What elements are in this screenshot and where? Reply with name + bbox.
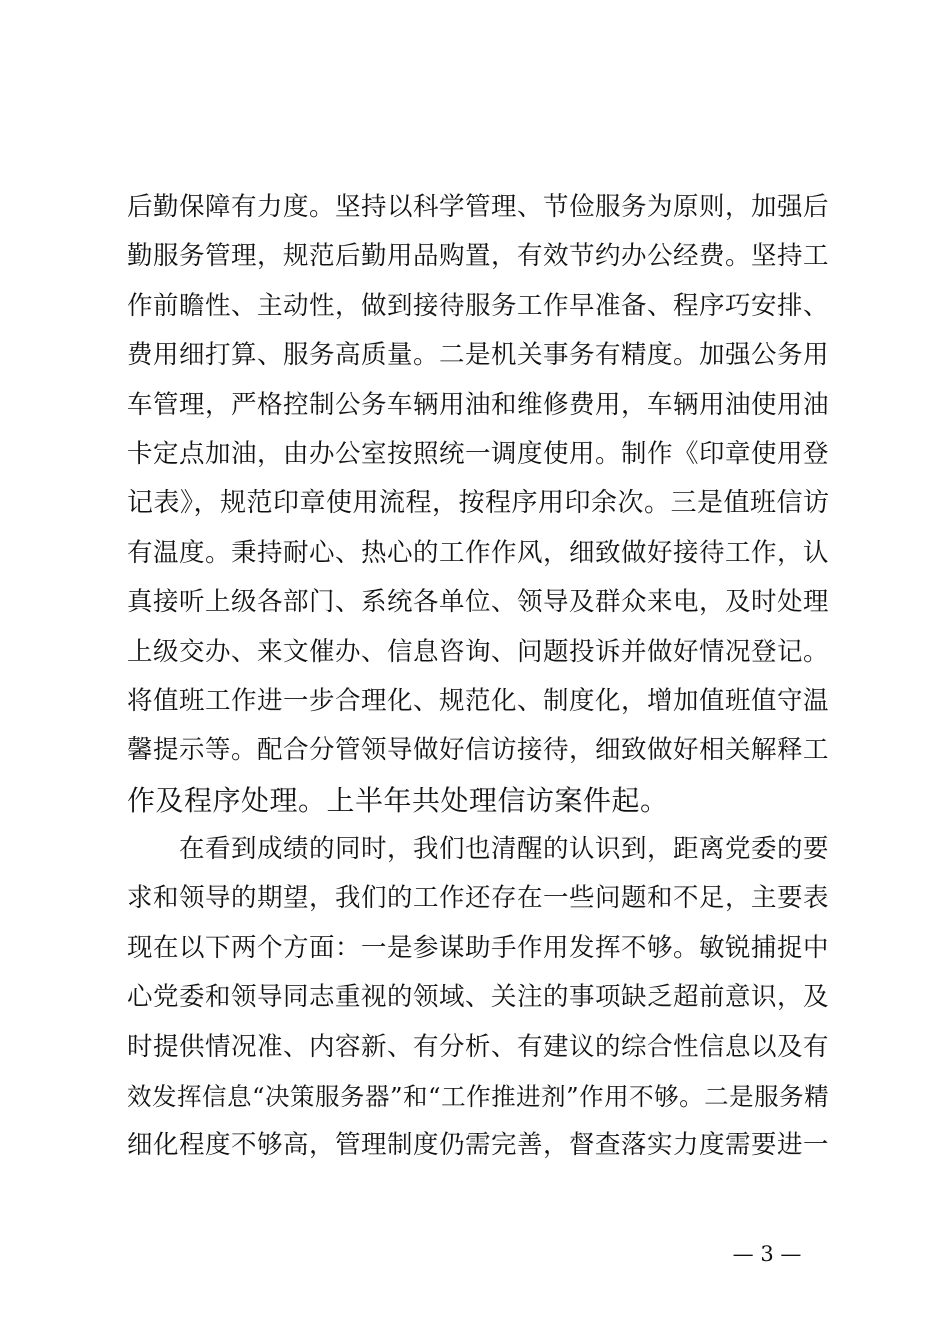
text-line: 效发挥信息“决策服务器”和“工作推进剂”作用不够。二是服务精 — [127, 1082, 830, 1112]
text-line: 馨提示等。配合分管领导做好信访接待，细致做好相关解释工 — [127, 735, 830, 766]
text-line-indented: 在看到成绩的同时，我们也清醒的认识到，距离党委的要 — [179, 834, 830, 865]
text-line: 细化程度不够高，管理制度仍需完善，督查落实力度需要进一 — [127, 1130, 830, 1161]
text-line: 车管理，严格控制公务车辆用油和维修费用，车辆用油使用油 — [127, 389, 830, 420]
text-line: 将值班工作进一步合理化、规范化、制度化，增加值班值守温 — [127, 685, 830, 716]
text-line: 勤服务管理，规范后勤用品购置，有效节约办公经费。坚持工 — [127, 241, 830, 272]
text-line: 卡定点加油，由办公室按照统一调度使用。制作《印章使用登 — [127, 438, 830, 469]
text-line: 真接听上级各部门、系统各单位、领导及群众来电，及时处理 — [127, 587, 830, 618]
text-line: 现在以下两个方面：一是参谋助手作用发挥不够。敏锐捕捉中 — [127, 932, 830, 963]
text-line: 作及程序处理。上半年共处理信访案件起。 — [127, 783, 669, 817]
text-line: 记表》，规范印章使用流程，按程序用印余次。三是值班信访 — [127, 488, 830, 519]
text-line: 时提供情况准、内容新、有分析、有建议的综合性信息以及有 — [127, 1031, 830, 1062]
text-line: 有温度。秉持耐心、热心的工作作风，细致做好接待工作，认 — [127, 537, 830, 568]
text-line: 后勤保障有力度。坚持以科学管理、节俭服务为原则，加强后 — [127, 192, 830, 222]
text-line: 费用细打算、服务高质量。二是机关事务有精度。加强公务用 — [127, 340, 830, 371]
text-line: 作前瞻性、主动性，做到接待服务工作早准备、程序巧安排、 — [127, 290, 830, 321]
text-line: 求和领导的期望，我们的工作还存在一些问题和不足，主要表 — [127, 883, 830, 914]
body-text — [127, 183, 832, 1171]
page-number: — 3 — — [732, 1242, 802, 1266]
text-line: 上级交办、来文催办、信息咨询、问题投诉并做好情况登记。 — [127, 636, 830, 667]
text-line: 心党委和领导同志重视的领域、关注的事项缺乏超前意识，及 — [127, 982, 830, 1013]
